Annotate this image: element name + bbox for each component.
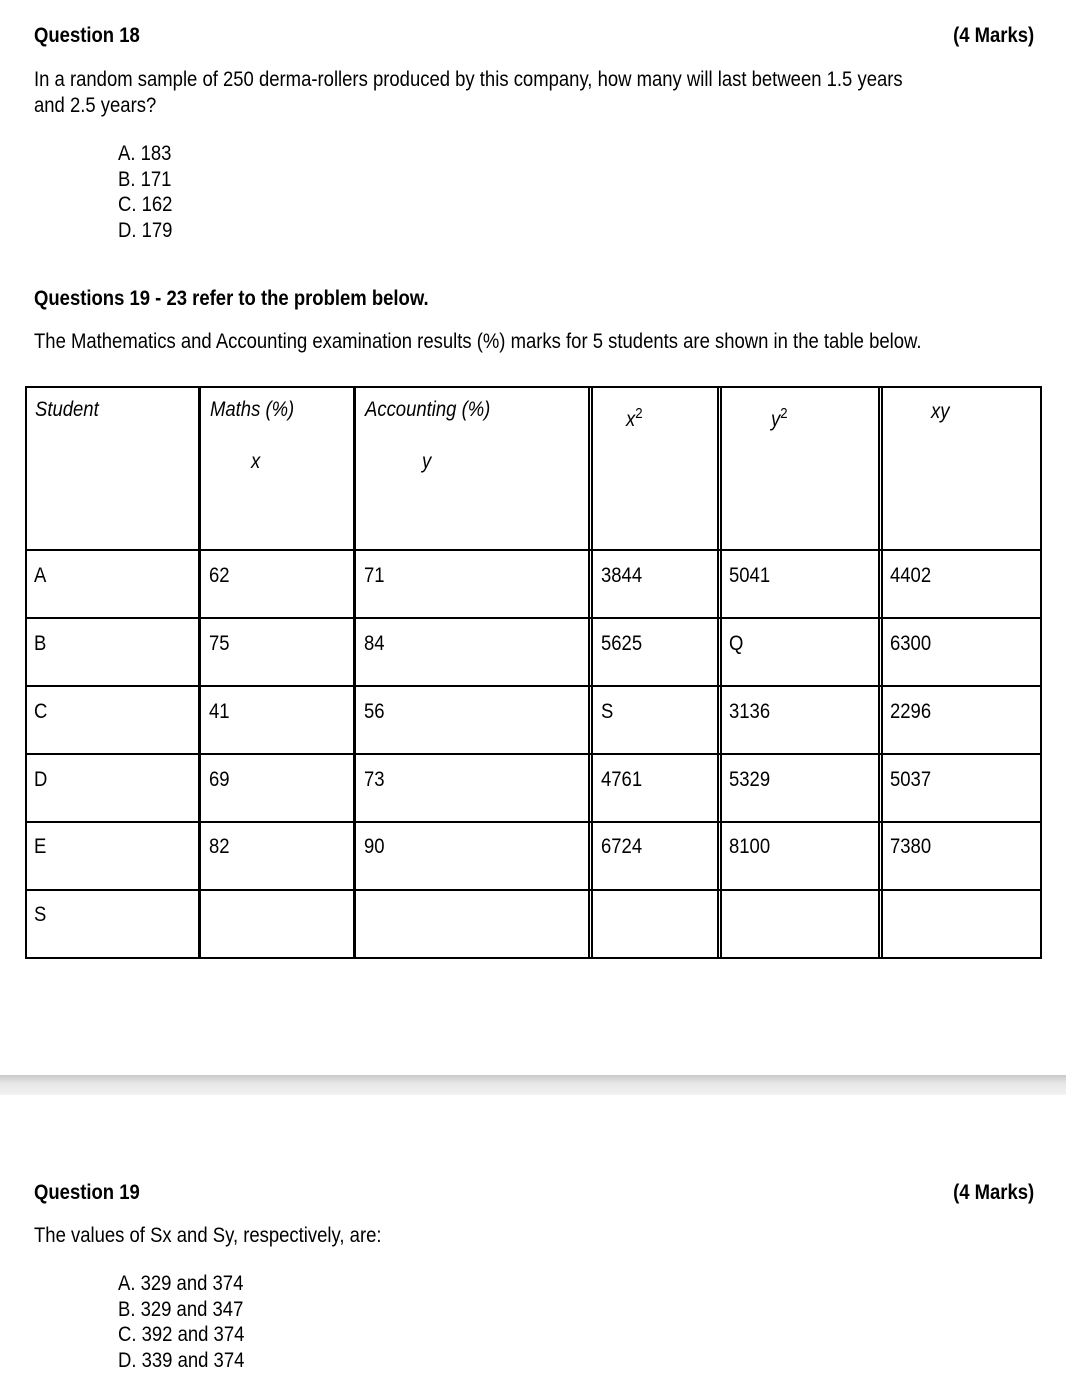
cell-x: 41 [209, 700, 230, 723]
cell-y: 56 [364, 700, 385, 723]
cell-y-squared: 5329 [729, 768, 771, 791]
question-18-option-a: A. 183 [118, 142, 172, 165]
question-18-option-d: D. 179 [118, 219, 173, 242]
header-accounting-variable: y [422, 450, 432, 473]
cell-xy: 7380 [890, 835, 932, 858]
cell-x-squared: 6724 [601, 835, 643, 858]
header-maths-variable: x [251, 450, 261, 473]
question-19-marks: (4 Marks) [952, 1181, 1034, 1204]
cell-student: A [34, 564, 47, 587]
header-x-squared [626, 402, 643, 432]
header-student: Student [35, 398, 99, 421]
table-divider [25, 889, 1042, 891]
cell-y-squared: 3136 [729, 700, 771, 723]
table-divider [717, 386, 722, 959]
cell-x-squared: 4761 [601, 768, 643, 791]
cell-y: 71 [364, 564, 385, 587]
header-maths: Maths (%) [210, 398, 295, 421]
question-18-option-b: B. 171 [118, 168, 172, 191]
cell-x-squared: 3844 [601, 564, 643, 587]
cell-student: E [34, 835, 47, 858]
cell-y: 90 [364, 835, 385, 858]
table-divider [878, 386, 883, 959]
question-18-title: Question 18 [34, 24, 140, 47]
question-19-option-b: B. 329 and 347 [118, 1298, 244, 1321]
header-xy: xy [931, 400, 950, 423]
question-18-text-line2: and 2.5 years? [34, 94, 157, 117]
question-19-option-c: C. 392 and 374 [118, 1323, 245, 1346]
header-y-squared-exponent: 2 [780, 405, 788, 422]
results-table [25, 386, 1042, 959]
table-divider [353, 386, 356, 959]
cell-x-squared: S [601, 700, 614, 723]
question-18-marks: (4 Marks) [952, 24, 1034, 47]
question-18-text-line1: In a random sample of 250 derma-rollers produced by this company, how many will last between 1.5 years [34, 68, 903, 91]
cell-x-squared: 5625 [601, 632, 643, 655]
table-divider [25, 685, 1042, 687]
cell-y-squared: 8100 [729, 835, 771, 858]
question-19-text: The values of Sx and Sy, respectively, are: [34, 1224, 382, 1247]
cell-xy: 2296 [890, 700, 932, 723]
cell-y-squared: Q [729, 632, 744, 655]
cell-y: 84 [364, 632, 385, 655]
cell-x: 62 [209, 564, 230, 587]
table-border-bottom [25, 957, 1042, 959]
cell-y-squared: 5041 [729, 564, 771, 587]
question-18-option-c: C. 162 [118, 193, 173, 216]
table-border-left [25, 386, 27, 959]
question-19-option-d: D. 339 and 374 [118, 1349, 245, 1372]
cell-x: 82 [209, 835, 230, 858]
header-x-squared-exponent: 2 [635, 405, 643, 422]
table-divider [25, 617, 1042, 619]
cell-xy: 5037 [890, 768, 932, 791]
cell-student: D [34, 768, 48, 791]
table-border-right [1040, 386, 1042, 959]
cell-xy: 4402 [890, 564, 932, 587]
question-19-option-a: A. 329 and 374 [118, 1272, 244, 1295]
header-x-squared-base: x [626, 408, 636, 431]
cell-xy: 6300 [890, 632, 932, 655]
cell-y: 73 [364, 768, 385, 791]
page-break-divider [0, 1075, 1066, 1095]
question-19-title: Question 19 [34, 1181, 140, 1204]
table-intro-text: The Mathematics and Accounting examination results (%) marks for 5 students are shown in the table below. [34, 330, 922, 353]
header-accounting: Accounting (%) [365, 398, 491, 421]
table-divider [25, 753, 1042, 755]
table-divider [25, 821, 1042, 823]
header-y-squared-base: y [771, 408, 781, 431]
table-border-top [25, 386, 1042, 388]
questions-19-23-heading: Questions 19 - 23 refer to the problem below. [34, 287, 429, 310]
cell-student: C [34, 700, 48, 723]
cell-x: 69 [209, 768, 230, 791]
table-divider [588, 386, 593, 959]
cell-student: S [34, 903, 47, 926]
table-divider [25, 549, 1042, 551]
cell-x: 75 [209, 632, 230, 655]
cell-student: B [34, 632, 47, 655]
table-divider [198, 386, 201, 959]
header-y-squared [771, 402, 788, 432]
